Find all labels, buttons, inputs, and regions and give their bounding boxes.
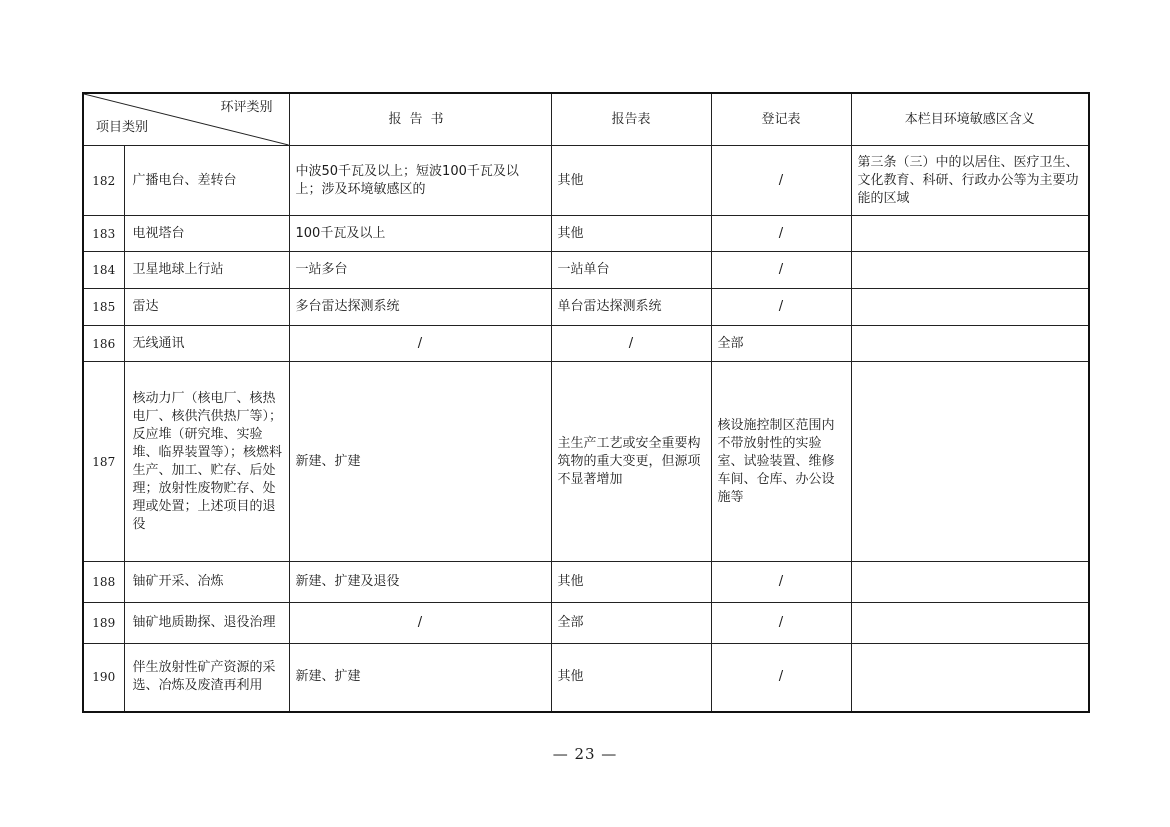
table-row [83, 603, 1089, 644]
sensitive-area-definition [851, 644, 1089, 712]
sensitive-area-definition [851, 289, 1089, 326]
table-row [83, 146, 1089, 216]
report-book-criteria: 新建、扩建及退役 [289, 562, 551, 603]
report-book-criteria: / [289, 326, 551, 362]
report-form-criteria: / [551, 326, 711, 362]
register-form-criteria: / [711, 146, 851, 216]
table-row [83, 644, 1089, 712]
register-form-criteria: 核设施控制区范围内不带放射性的实验室、试验装置、维修车间、仓库、办公设施等 [711, 362, 851, 562]
page-number: — 23 — [552, 745, 618, 763]
report-form-criteria: 其他 [551, 562, 711, 603]
report-form-criteria: 其他 [551, 216, 711, 252]
report-form-criteria: 全部 [551, 603, 711, 644]
register-form-criteria: 全部 [711, 326, 851, 362]
project-name: 无线通讯 [124, 326, 289, 362]
row-number: 182 [83, 146, 124, 216]
sensitive-area-definition [851, 326, 1089, 362]
row-number: 187 [83, 362, 124, 562]
row-number: 185 [83, 289, 124, 326]
report-book-criteria: 新建、扩建 [289, 644, 551, 712]
report-book-criteria: 100千瓦及以上 [289, 216, 551, 252]
table-row [83, 252, 1089, 289]
row-number: 189 [83, 603, 124, 644]
row-number: 183 [83, 216, 124, 252]
header-project-category: 项目类别 [96, 120, 149, 135]
eia-classification-table [82, 92, 1090, 713]
table-row [83, 326, 1089, 362]
header-report-book: 报告书 [289, 93, 551, 146]
report-form-criteria: 单台雷达探测系统 [551, 289, 711, 326]
table-row [83, 562, 1089, 603]
report-form-criteria: 其他 [551, 644, 711, 712]
register-form-criteria: / [711, 252, 851, 289]
row-number: 190 [83, 644, 124, 712]
table-header-row [83, 93, 1089, 146]
project-name: 卫星地球上行站 [124, 252, 289, 289]
project-name: 铀矿开采、冶炼 [124, 562, 289, 603]
header-register-form: 登记表 [711, 93, 851, 146]
header-sensitive-area: 本栏目环境敏感区含义 [851, 93, 1089, 146]
sensitive-area-definition [851, 562, 1089, 603]
table-row [83, 216, 1089, 252]
register-form-criteria: / [711, 644, 851, 712]
project-name: 广播电台、差转台 [124, 146, 289, 216]
sensitive-area-definition [851, 216, 1089, 252]
header-eia-category: 环评类别 [220, 100, 273, 115]
report-book-criteria: 中波50千瓦及以上；短波100千瓦及以上；涉及环境敏感区的 [289, 146, 551, 216]
sensitive-area-definition [851, 603, 1089, 644]
sensitive-area-definition [851, 252, 1089, 289]
table-row [83, 289, 1089, 326]
table-row [83, 362, 1089, 562]
report-book-criteria: / [289, 603, 551, 644]
project-name: 核动力厂（核电厂、核热电厂、核供汽供热厂等）；反应堆（研究堆、实验堆、临界装置等）；核燃料生产、加工、贮存、后处理；放射性废物贮存、处理或处置；上述项目的退役 [124, 362, 289, 562]
report-form-criteria: 其他 [551, 146, 711, 216]
row-number: 188 [83, 562, 124, 603]
sensitive-area-definition [851, 362, 1089, 562]
header-report-form: 报告表 [551, 93, 711, 146]
report-book-criteria: 一站多台 [289, 252, 551, 289]
row-number: 184 [83, 252, 124, 289]
sensitive-area-definition: 第三条（三）中的以居住、医疗卫生、文化教育、科研、行政办公等为主要功能的区域 [851, 146, 1089, 216]
register-form-criteria: / [711, 289, 851, 326]
project-name: 雷达 [124, 289, 289, 326]
diagonal-header-cell [83, 93, 289, 146]
project-name: 伴生放射性矿产资源的采选、冶炼及废渣再利用 [124, 644, 289, 712]
register-form-criteria: / [711, 216, 851, 252]
project-name: 电视塔台 [124, 216, 289, 252]
register-form-criteria: / [711, 603, 851, 644]
report-form-criteria: 主生产工艺或安全重要构筑物的重大变更，但源项不显著增加 [551, 362, 711, 562]
report-form-criteria: 一站单台 [551, 252, 711, 289]
project-name: 铀矿地质勘探、退役治理 [124, 603, 289, 644]
report-book-criteria: 多台雷达探测系统 [289, 289, 551, 326]
report-book-criteria: 新建、扩建 [289, 362, 551, 562]
register-form-criteria: / [711, 562, 851, 603]
row-number: 186 [83, 326, 124, 362]
